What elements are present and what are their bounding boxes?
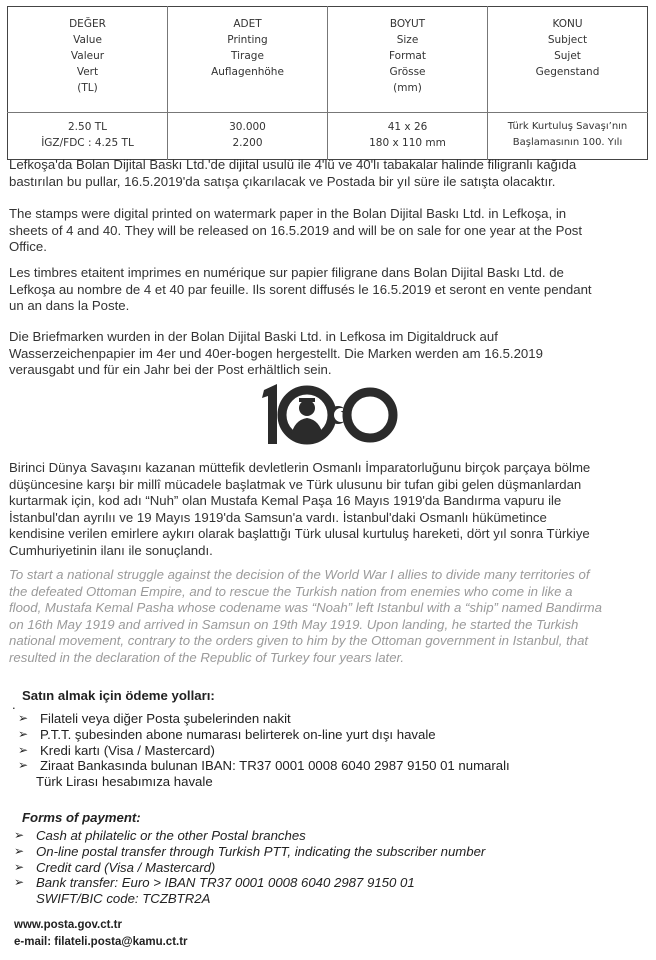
list-item: ➢ On-line postal transfer through Turkish PTT, indicating the subscriber number — [14, 843, 486, 859]
header-size: BOYUT Size Format Grösse (mm) — [328, 7, 488, 113]
header-subject: KONU Subject Sujet Gegenstand — [488, 7, 648, 113]
description-turkish: Lefkoşa'da Bolan Dijital Baskı Ltd.'de dijital usulü ile 4'lü ve 40'lı tabakalar halinde filigranlı kağıda bastırılan bu pullar, 16.5.2019'da satışa çıkarılacak ve Postada bir yıl süre ile satışta olacaktır. — [9, 157, 577, 189]
email-link[interactable]: e-mail: filateli.posta@kamu.ct.tr — [14, 936, 188, 948]
history-english: To start a national struggle against the decision of the World War I allies to divide many territories of the defeated Ottoman Empire, and to rescue the Turkish nation from enemies who come in like a flood, Mustafa Kemal Pasha whose codename was “Noah” left Istanbul with a “ship” named Bandirma on 16th May 1919 and arrived in Samsun on 19th May 1919. Upon landing, he started the Turkish national movement, contrary to the orders given to him by the Ottoman government in Istanbul, that resulted in the declaration of the Republic of Turkey four years later. — [9, 567, 603, 665]
description-english: The stamps were digital printed on watermark paper in the Bolan Dijital Baskı Ltd. in Lefkoşa, in sheets of 4 and 40. They will be released on 16.5.2019 and will be on sale for one year at the Post Office. — [9, 206, 583, 254]
stamp-details-table — [7, 6, 648, 160]
cell-value: 2.50 TL İGZ/FDC : 4.25 TL — [8, 113, 168, 160]
list-item: ➢ Bank transfer: Euro > IBAN TR37 0001 0008 6040 2987 9150 01 SWIFT/BIC code: TCZBTR2A — [14, 875, 415, 907]
list-item: ➢ Kredi kartı (Visa / Mastercard) — [18, 742, 215, 758]
arrow-bullet-icon: ➢ — [14, 875, 25, 890]
header-printing: ADET Printing Tirage Auflagenhöhe — [168, 7, 328, 113]
payment-list-turkish — [18, 711, 510, 790]
logo-second-zero — [347, 392, 393, 438]
arrow-bullet-icon: ➢ — [14, 859, 25, 874]
list-item: ➢ P.T.T. şubesinden abone numarası belirterek on-line yurt dışı havale — [18, 726, 436, 742]
website-link[interactable]: www.posta.gov.ct.tr — [14, 919, 122, 931]
history-turkish: Birinci Dünya Savaşını kazanan müttefik devletlerin Osmanlı İmparatorluğunu birçok parçaya bölme düşüncesine karşı bir millî mücadele başlatmak ve Türk ulusunu bir tufan gibi gelen düşmanlardan kurtarmak için, kod adı “Nuh” olan Mustafa Kemal Paşa 16 Mayıs 1919'da Bandırma vapuru ile İstanbul'dan ayrılıı ve 19 Mayıs 1919'da Samsun'a vardı. İstanbul'daki Osmanlı hükümetince kendisine verilen emirlere aykırı olarak başlattığı Türk ulusal kurtuluş hareketi, dört yıl sonra Türkiye Cumhuriyetinin ilanı ile sonuçlandı. — [9, 460, 591, 558]
arrow-bullet-icon: ➢ — [14, 843, 25, 858]
list-item: ➢ Credit card (Visa / Mastercard) — [14, 859, 216, 875]
logo-digit-one — [262, 384, 277, 444]
cell-size: 41 x 26 180 x 110 mm — [328, 113, 488, 160]
portrait-icon — [291, 398, 323, 436]
arrow-bullet-icon: ➢ — [14, 828, 25, 842]
arrow-bullet-icon: ➢ — [18, 758, 29, 773]
header-value: DEĞER Value Valeur Vert (TL) — [69, 18, 106, 94]
list-item: ➢ Cash at philatelic or the other Postal branches — [14, 828, 306, 843]
payment-title-turkish: Satın almak için ödeme yolları: — [22, 688, 215, 703]
arrow-bullet-icon: ➢ — [18, 726, 29, 741]
payment-list-english — [14, 828, 485, 907]
list-item: ➢ Ziraat Bankasında bulunan IBAN: TR37 0001 0008 6040 2987 9150 01 numaralı Türk Lirası hesabımıza havale — [18, 758, 510, 790]
cell-printing: 30.000 2.200 — [168, 113, 328, 160]
payment-title-english: Forms of payment: — [22, 810, 141, 825]
list-item: ➢ Filateli veya diğer Posta şubelerinden nakit — [18, 711, 291, 726]
stray-dot: . — [12, 697, 16, 712]
table-header-row — [8, 7, 648, 113]
description-french: Les timbres etaitent imprimes en numérique sur papier filigrane dans Bolan Dijital Baskı Ltd. de Lefkoşa au nombre de 4 et 40 par feuille. Ils sorent diffusés le 16.5.2019 et seront en vente pendant un an dans la Poste. — [9, 265, 592, 313]
cell-subject: Türk Kurtuluş Savaşı’nın Başlamasının 100. Yılı — [488, 113, 648, 160]
description-german: Die Briefmarken wurden in der Bolan Dijital Baski Ltd. in Lefkosa im Digitaldruck auf Wasserzeichenpapier im 4er und 40er-bogen hergestellt. Die Marken werden am 16.5.2019 verausgabt und für ein Jahr bei der Post erhältlich sein. — [9, 329, 543, 377]
arrow-bullet-icon: ➢ — [18, 711, 29, 725]
centenary-100-logo — [258, 382, 398, 448]
table-row — [8, 113, 648, 160]
arrow-bullet-icon: ➢ — [18, 742, 29, 757]
